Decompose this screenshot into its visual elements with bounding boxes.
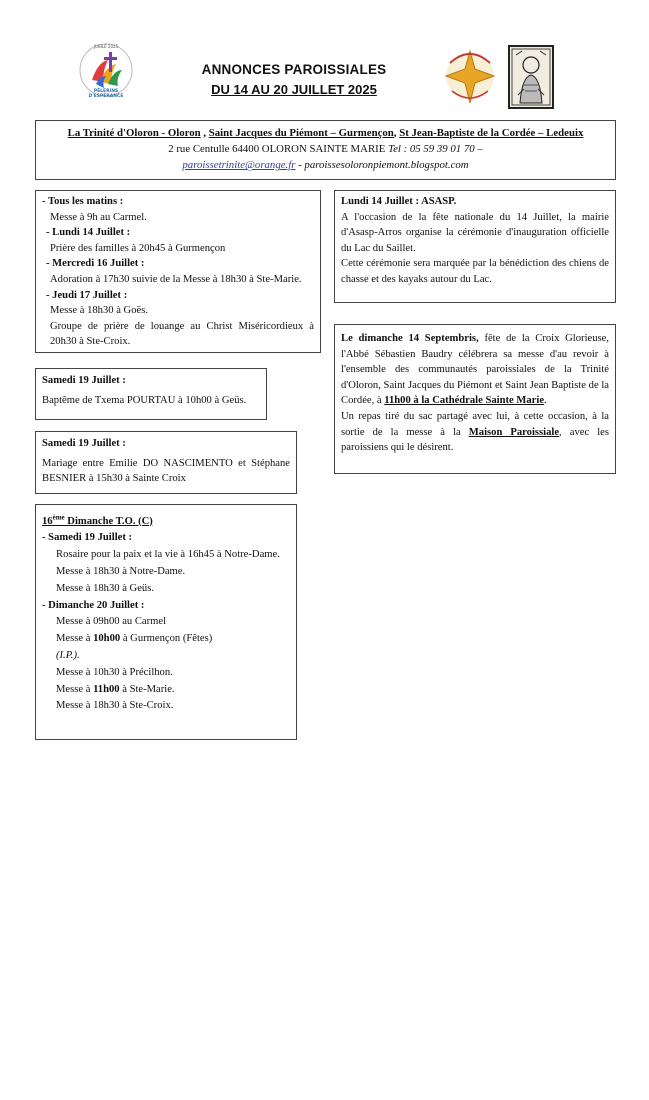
weekly-line: Prière des familles à 20h45 à Gurmençon [50, 242, 226, 254]
sunday-mass-box [35, 504, 297, 740]
jubilee-text: PÈLERINS D'ESPÉRANCE [88, 89, 124, 99]
sunday-line: Messe à 10h30 à Précilhon. [56, 666, 173, 678]
cross-logo [442, 45, 498, 107]
parish-tel: Tel : 05 59 39 01 70 – [388, 143, 483, 156]
parish-names: La Trinité d'Oloron - Oloron , Saint Jacques du Piémont – Gurmençon, St Jean-Baptiste de la Cordée – Ledeuix [67, 127, 584, 139]
asasp-paragraph-2: Cette cérémonie sera marquée par la bénédiction des chiens de chasse et des kayaks autour du Lac. [341, 258, 609, 285]
baptism-text: Baptême de Txema POURTAU à 10h00 à Geüs. [42, 394, 247, 406]
parish-name-1: La Trinité d'Oloron - Oloron [67, 127, 201, 139]
blog-link[interactable]: paroissesoloronpiemont.blogspot.com [304, 159, 469, 172]
weekly-schedule-box [35, 190, 321, 353]
wedding-text: Mariage entre Emilie DO NASCIMENTO et Stéphane BESNIER à 15h30 à Sainte Croix [42, 457, 290, 485]
baptism-box [35, 368, 267, 420]
weekly-line: Adoration à 17h30 suivie de la Messe à 18h30 à Ste-Marie. [50, 273, 302, 285]
email-link[interactable]: paroissetrinite@orange.fr [182, 159, 296, 172]
weekly-line: Groupe de prière de louange au Christ Miséricordieux à 20h30 à Ste-Croix. [50, 320, 314, 348]
parish-contact-line: paroissetrinite@orange.fr - paroissesoloronpiemont.blogspot.com [182, 159, 469, 172]
asasp-title: Lundi 14 Juillet : ASASP. [341, 196, 457, 207]
jubilee-logo [78, 42, 134, 102]
page-title: ANNONCES PAROISSIALES [201, 62, 387, 77]
sunday-line: (I.P.). [56, 649, 80, 661]
weekly-label-3: - Jeudi 17 Juillet : [46, 289, 128, 301]
parish-header-box [35, 120, 616, 180]
asasp-paragraph-1: A l'occasion de la fête nationale du 14 Juillet, la mairie d'Asasp-Arros organise la cérémonie d'inauguration officielle du Lac du Saillet. [341, 211, 609, 254]
farewell-paragraph-1: Le dimanche 14 Septembris, fête de la Croix Glorieuse, l'Abbé Sébastien Baudry célébrera sa messe d'au revoir à l'ensemble des communautés paroissiales de la Trinité d'Oloron, Saint Jacques du Piémont et Saint Jean Baptiste de la Cordée, à 11h00 à la Cathédrale Sainte Marie. [341, 333, 609, 407]
weekly-label-0: - Tous les matins : [42, 196, 124, 207]
sunday-label: - Dimanche 20 Juillet : [42, 599, 145, 611]
weekly-line: Messe à 9h au Carmel. [50, 211, 147, 223]
sunday-line: Messe à 10h00 à Gurmençon (Fêtes) [56, 633, 213, 645]
baptism-label: Samedi 19 Juillet : [42, 375, 126, 386]
parish-name-2: Saint Jacques du Piémont – Gurmençon [208, 127, 394, 139]
saturday-line: Messe à 18h30 à Notre-Dame. [56, 565, 186, 577]
sunday-line: Messe à 11h00 à Ste-Marie. [56, 683, 175, 695]
saint-portrait-image [508, 45, 554, 109]
wedding-label: Samedi 19 Juillet : [42, 438, 126, 449]
weekly-label-1: - Lundi 14 Juillet : [46, 227, 131, 239]
wedding-box [35, 431, 297, 494]
parish-name-3: St Jean-Baptiste de la Cordée – Ledeuix [399, 127, 584, 139]
weekly-label-2: - Mercredi 16 Juillet : [46, 258, 145, 270]
asasp-box [334, 190, 616, 303]
saturday-label: - Samedi 19 Juillet : [42, 532, 133, 544]
farewell-mass-box [334, 324, 616, 474]
farewell-paragraph-2: Un repas tiré du sac partagé avec lui, à cette occasion, à la sortie de la messe à la Maison Paroissiale, avec les paroissiens qui le désirent. [341, 410, 609, 454]
saturday-line: Messe à 18h30 à Geüs. [56, 582, 154, 594]
page-dates: DU 14 AU 20 JUILLET 2025 [211, 82, 377, 97]
weekly-line: Messe à 18h30 à Goës. [50, 305, 148, 317]
saturday-line: Rosaire pour la paix et la vie à 16h45 à Notre-Dame. [56, 549, 280, 561]
sunday-line: Messe à 09h00 au Carmel [56, 616, 167, 628]
jubilee-year: JUBILÉ 2025 [93, 44, 119, 49]
sunday-title: 16ème Dimanche T.O. (C) [42, 513, 153, 527]
parish-address-line [36, 141, 615, 157]
sunday-line: Messe à 18h30 à Ste-Croix. [56, 700, 174, 712]
parish-address: 2 rue Centulle 64400 OLORON SAINTE MARIE [168, 143, 386, 156]
